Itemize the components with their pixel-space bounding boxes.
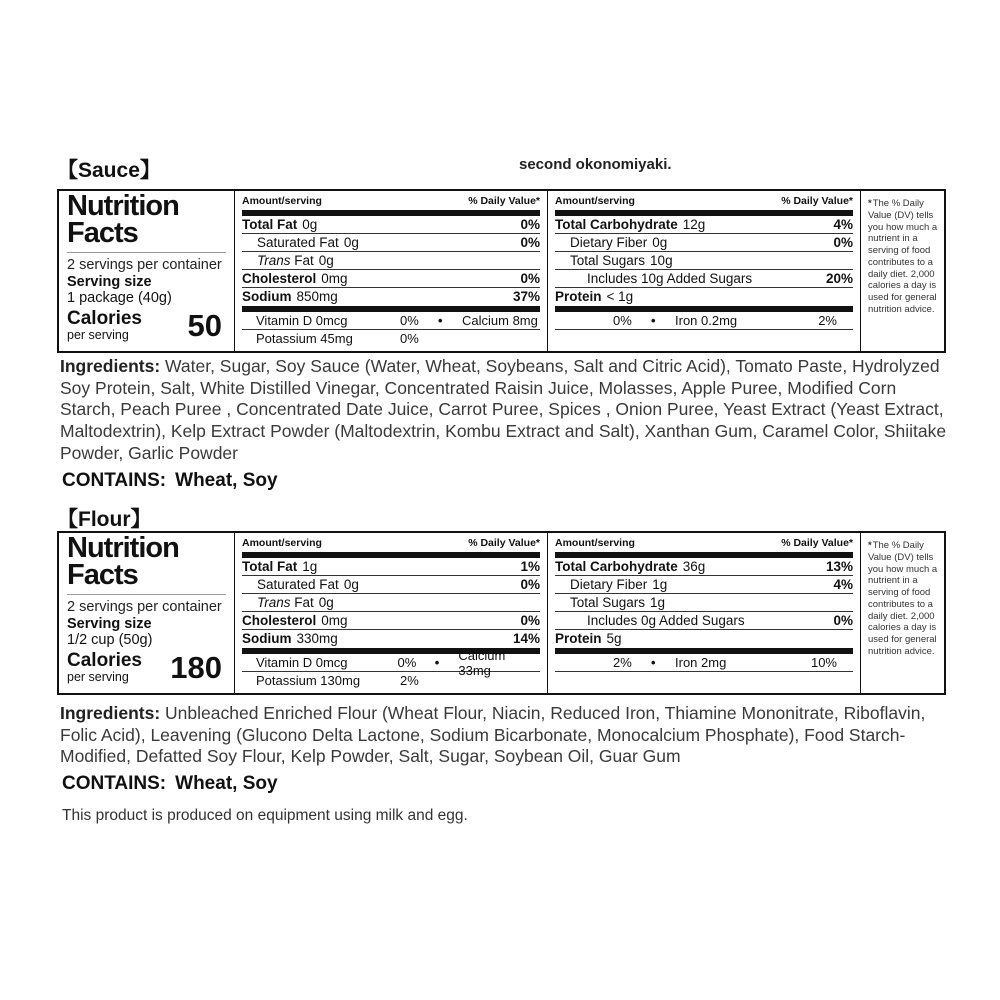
calories-row	[67, 651, 226, 685]
calories-sublabel: per serving	[67, 669, 129, 684]
header-note: second okonomiyaki.	[519, 156, 672, 173]
nutrient-dv: 0%	[833, 613, 853, 628]
sauce-section-label: 【Sauce】	[57, 159, 161, 182]
nutrient-dv: 37%	[512, 289, 540, 304]
nutrient-name: Saturated Fat	[257, 235, 339, 250]
nutrient-amount: 1g	[302, 559, 318, 574]
serving-size-label: Serving size	[67, 273, 152, 290]
nutrient-amount: 0g	[318, 253, 334, 268]
nutrient-amount: 12g	[682, 217, 706, 232]
calories-value: 50	[187, 307, 222, 343]
nutrient-row	[242, 593, 540, 611]
nutrient-name: Sodium	[242, 631, 292, 646]
calories-label: Calories	[67, 307, 142, 329]
serving-size-value: 1/2 cup (50g)	[67, 631, 153, 648]
nutrient-amount: < 1g	[606, 289, 634, 304]
serving-size-value: 1 package (40g)	[67, 289, 172, 306]
nutrient-dv: 20%	[825, 271, 853, 286]
nutrient-row	[555, 629, 853, 647]
micronutrient-row: Potassium 130mg 2%	[256, 673, 419, 688]
equipment-allergen-note: This product is produced on equipment using milk and egg.	[62, 807, 468, 824]
flour-info-column	[59, 533, 235, 693]
nutrient-name: Includes 0g Added Sugars	[587, 613, 745, 628]
daily-value-header: % Daily Value*	[468, 537, 540, 549]
daily-value-header: % Daily Value*	[468, 195, 540, 207]
calories-row	[67, 309, 226, 343]
sauce-nutrients-right	[548, 191, 861, 351]
nutrient-name: Total Carbohydrate	[555, 217, 678, 232]
nutrient-name: Dietary Fiber	[570, 235, 648, 250]
nutrient-row	[555, 216, 853, 233]
nutrient-name: Trans Fat	[257, 253, 314, 268]
amount-serving-header: Amount/serving	[242, 195, 322, 207]
nutrient-dv: 0%	[520, 577, 540, 592]
nutrient-name: Trans Fat	[257, 595, 314, 610]
daily-value-header: % Daily Value*	[781, 537, 853, 549]
flour-nutrients-left	[235, 533, 548, 693]
nutrient-amount: 0mg	[321, 271, 348, 286]
nutrient-amount: 5g	[606, 631, 622, 646]
nutrient-row	[242, 611, 540, 629]
nutrient-dv: 0%	[833, 235, 853, 250]
calories-value: 180	[170, 649, 222, 685]
sauce-ingredients: Ingredients: Water, Sugar, Soy Sauce (Water, Wheat, Soybeans, Salt and Citric Acid), Tomato Paste, Hydrolyzed Soy Protein, Salt, White Distilled Vinegar, Concentrated Raisin Juice, Molasses, Apple Puree, Modified Corn Starch, Peach Puree , Concentrated Date Juice, Carrot Puree, Spices , Onion Puree, Yeast Extract (Yeast Extract, Maltodextrin), Kelp Extract Powder (Maltodextrin, Kombu Extract and Salt), Xanthan Gum, Caramel Color, Shiitake Powder, Garlic Powder	[60, 356, 947, 463]
daily-value-footnote: *The % Daily Value (DV) tells you how much a nutrient in a serving of food contributes to a daily diet. 2,000 calories a day is used for general nutrition advice.	[868, 198, 938, 315]
nutrient-name: Total Sugars	[570, 595, 646, 610]
nutrition-facts-title: Nutrition Facts	[67, 535, 226, 595]
nutrient-row	[555, 269, 853, 287]
ingredients-label: Ingredients:	[60, 703, 161, 723]
nutrient-name: Cholesterol	[242, 271, 317, 286]
nutrient-name: Protein	[555, 631, 602, 646]
micronutrient-row: 2% • Iron 2mg 10%	[555, 654, 853, 672]
nutrient-row	[555, 251, 853, 269]
nutrient-name: Total Fat	[242, 217, 298, 232]
nutrient-amount: 850mg	[296, 289, 338, 304]
nutrient-dv: 0%	[520, 271, 540, 286]
nutrient-row	[555, 611, 853, 629]
nutrient-dv: 13%	[825, 559, 853, 574]
nutrient-dv: 4%	[833, 577, 853, 592]
amount-serving-header: Amount/serving	[242, 537, 322, 549]
amount-serving-header: Amount/serving	[555, 537, 635, 549]
nutrient-row	[242, 216, 540, 233]
nutrient-name: Total Sugars	[570, 253, 646, 268]
nutrient-name: Cholesterol	[242, 613, 317, 628]
nutrient-amount: 36g	[682, 559, 706, 574]
nutrient-amount: 0mg	[321, 613, 348, 628]
footnote-marker: *	[868, 540, 872, 551]
nutrient-amount: 330mg	[296, 631, 338, 646]
nutrient-amount: 0g	[343, 577, 359, 592]
nutrition-panel-sauce	[57, 189, 946, 353]
bullet-separator: •	[651, 655, 656, 670]
nutrient-row	[555, 558, 853, 575]
nutrient-row	[242, 287, 540, 305]
servings-per-container: 2 servings per container	[67, 256, 222, 273]
nutrient-dv: 0%	[520, 235, 540, 250]
nutrition-facts-title: Nutrition Facts	[67, 193, 226, 253]
nutrient-name: Dietary Fiber	[570, 577, 648, 592]
nutrient-name: Protein	[555, 289, 602, 304]
nutrient-amount: 1g	[652, 577, 668, 592]
bullet-separator: •	[651, 313, 656, 328]
nutrient-row	[555, 593, 853, 611]
nutrient-amount: 10g	[650, 253, 673, 268]
daily-value-header: % Daily Value*	[781, 195, 853, 207]
bullet-separator: •	[438, 313, 443, 328]
nutrient-row	[242, 575, 540, 593]
calories-sublabel: per serving	[67, 327, 129, 342]
calories-label: Calories	[67, 649, 142, 671]
nutrient-dv: 0%	[520, 613, 540, 628]
bullet-separator: •	[434, 655, 440, 670]
nutrient-row	[555, 287, 853, 305]
sauce-nutrients-left	[235, 191, 548, 351]
nutrient-dv: 0%	[520, 217, 540, 232]
nutrient-amount: 0g	[302, 217, 318, 232]
sauce-info-column	[59, 191, 235, 351]
nutrient-name: Total Carbohydrate	[555, 559, 678, 574]
nutrient-row	[242, 629, 540, 647]
micronutrient-row: Potassium 45mg 0%	[256, 331, 419, 346]
flour-nutrients-right	[548, 533, 861, 693]
micronutrient-row	[555, 330, 853, 347]
nutrient-row	[555, 233, 853, 251]
ingredients-label: Ingredients:	[60, 356, 161, 376]
nutrient-name: Sodium	[242, 289, 292, 304]
nutrient-row	[242, 269, 540, 287]
nutrient-name: Includes 10g Added Sugars	[587, 271, 753, 286]
sauce-contains: CONTAINS: Wheat, Soy	[62, 470, 278, 491]
nutrient-row	[242, 558, 540, 575]
nutrient-amount: 1g	[650, 595, 666, 610]
nutrition-panel-flour	[57, 531, 946, 695]
micronutrient-row: 0% • Iron 0.2mg 2%	[555, 312, 853, 330]
nutrient-amount: 0g	[652, 235, 668, 250]
micronutrient-row	[555, 672, 853, 689]
flour-ingredients: Ingredients: Unbleached Enriched Flour (Wheat Flour, Niacin, Reduced Iron, Thiamine Mononitrate, Riboflavin, Folic Acid), Leavening (Glucono Delta Lactone, Sodium Bicarbonate, Monocalcium Phosphate), Food Starch-Modified, Defatted Soy Flour, Kelp Powder, Salt, Sugar, Soybean Oil, Guar Gum	[60, 703, 926, 767]
nutrient-row	[242, 233, 540, 251]
daily-value-footnote: *The % Daily Value (DV) tells you how much a nutrient in a serving of food contributes to a daily diet. 2,000 calories a day is used for general nutrition advice.	[868, 540, 938, 657]
nutrient-name: Saturated Fat	[257, 577, 339, 592]
nutrient-row	[555, 575, 853, 593]
nutrient-amount: 0g	[343, 235, 359, 250]
nutrient-row	[242, 251, 540, 269]
amount-serving-header: Amount/serving	[555, 195, 635, 207]
flour-section-label: 【Flour】	[57, 508, 152, 531]
nutrient-dv: 1%	[520, 559, 540, 574]
serving-size-label: Serving size	[67, 615, 152, 632]
nutrient-dv: 4%	[833, 217, 853, 232]
nutrient-amount: 0g	[318, 595, 334, 610]
servings-per-container: 2 servings per container	[67, 598, 222, 615]
footnote-marker: *	[868, 198, 872, 209]
nutrient-name: Total Fat	[242, 559, 298, 574]
micronutrient-row: Vitamin D 0mcg 0% • Calcium 8mg	[242, 312, 540, 330]
flour-contains: CONTAINS: Wheat, Soy	[62, 773, 278, 794]
nutrient-dv: 14%	[512, 631, 540, 646]
micronutrient-row: Vitamin D 0mcg 0% • Calcium 33mg	[242, 654, 540, 672]
